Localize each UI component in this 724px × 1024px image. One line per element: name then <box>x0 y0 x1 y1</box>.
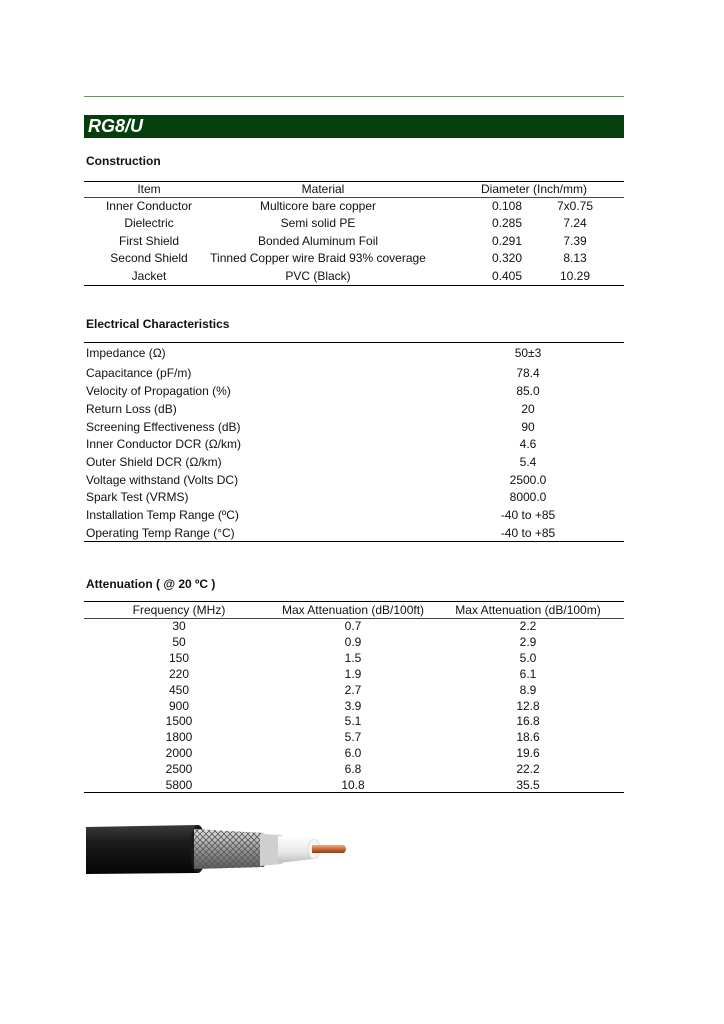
attenuation-heading: Attenuation ( @ 20 ºC ) <box>86 577 216 591</box>
electrical-label: Voltage withstand (Volts DC) <box>86 473 239 487</box>
title-bar <box>84 115 624 138</box>
attenuation-per-100ft: 6.0 <box>344 746 362 760</box>
attenuation-per-100m: 6.1 <box>519 667 537 681</box>
construction-diameter-inch: 0.108 <box>491 199 523 213</box>
attenuation-per-100ft: 1.9 <box>344 667 362 681</box>
top-rule <box>84 96 624 97</box>
attenuation-per-100ft: 6.8 <box>344 762 362 776</box>
construction-item: Second Shield <box>110 251 188 265</box>
electrical-label: Return Loss (dB) <box>86 402 177 416</box>
attenuation-per-100ft: 1.5 <box>344 651 362 665</box>
attenuation-per-100ft: 5.7 <box>344 730 362 744</box>
attenuation-per-100m: 19.6 <box>516 746 540 760</box>
col-header-material: Material <box>301 182 345 196</box>
attenuation-bottom-rule <box>84 792 624 793</box>
electrical-value: 90 <box>521 420 535 434</box>
attenuation-frequency: 50 <box>172 635 186 649</box>
electrical-label: Spark Test (VRMS) <box>86 490 189 504</box>
construction-diameter-inch: 0.291 <box>491 234 523 248</box>
page-title: RG8/U <box>88 116 144 136</box>
col-header-att-ft: Max Attenuation (dB/100ft) <box>281 603 425 617</box>
attenuation-frequency: 30 <box>172 619 186 633</box>
construction-diameter-mm: 10.29 <box>559 269 591 283</box>
construction-diameter-mm: 8.13 <box>563 251 587 265</box>
construction-item: Inner Conductor <box>105 199 193 213</box>
construction-item: First Shield <box>118 234 180 248</box>
electrical-value: 4.6 <box>519 437 537 451</box>
electrical-label: Outer Shield DCR (Ω/km) <box>86 455 222 469</box>
electrical-label: Screening Effectiveness (dB) <box>86 420 241 434</box>
construction-bottom-rule <box>84 285 624 286</box>
electrical-value: 20 <box>521 402 535 416</box>
electrical-label: Capacitance (pF/m) <box>86 366 192 380</box>
attenuation-frequency: 2500 <box>165 762 193 776</box>
construction-diameter-mm: 7.39 <box>563 234 587 248</box>
attenuation-per-100m: 18.6 <box>516 730 540 744</box>
attenuation-per-100m: 2.2 <box>519 619 537 633</box>
construction-material: Multicore bare copper <box>259 199 377 213</box>
col-header-frequency: Frequency (MHz) <box>132 603 226 617</box>
construction-diameter-inch: 0.320 <box>491 251 523 265</box>
construction-header-rule <box>84 197 624 198</box>
col-header-diameter: Diameter (Inch/mm) <box>480 182 588 196</box>
coax-cable-icon <box>86 822 348 876</box>
electrical-label: Installation Temp Range (ºC) <box>86 508 239 522</box>
attenuation-frequency: 5800 <box>165 778 193 792</box>
electrical-value: 78.4 <box>516 366 540 380</box>
construction-material: PVC (Black) <box>285 269 351 283</box>
electrical-heading: Electrical Characteristics <box>86 317 230 331</box>
attenuation-frequency: 900 <box>168 699 190 713</box>
electrical-bottom-rule <box>84 541 624 542</box>
attenuation-frequency: 220 <box>168 667 190 681</box>
electrical-label: Impedance (Ω) <box>86 346 166 360</box>
attenuation-per-100ft: 2.7 <box>344 683 362 697</box>
construction-diameter-inch: 0.285 <box>491 216 523 230</box>
attenuation-frequency: 1500 <box>165 714 193 728</box>
attenuation-per-100m: 8.9 <box>519 683 537 697</box>
electrical-value: 2500.0 <box>509 473 547 487</box>
attenuation-per-100m: 22.2 <box>516 762 540 776</box>
attenuation-per-100m: 2.9 <box>519 635 537 649</box>
attenuation-per-100ft: 10.8 <box>341 778 365 792</box>
electrical-value: -40 to +85 <box>500 508 556 522</box>
attenuation-per-100ft: 0.7 <box>344 619 362 633</box>
construction-material: Tinned Copper wire Braid 93% coverage <box>210 251 426 265</box>
attenuation-per-100ft: 0.9 <box>344 635 362 649</box>
attenuation-per-100ft: 3.9 <box>344 699 362 713</box>
construction-material: Semi solid PE <box>280 216 356 230</box>
attenuation-frequency: 150 <box>168 651 190 665</box>
col-header-item: Item <box>137 182 161 196</box>
attenuation-per-100m: 35.5 <box>516 778 540 792</box>
construction-item: Jacket <box>131 269 167 283</box>
construction-diameter-mm: 7.24 <box>563 216 587 230</box>
attenuation-frequency: 1800 <box>165 730 193 744</box>
attenuation-frequency: 2000 <box>165 746 193 760</box>
electrical-label: Operating Temp Range (°C) <box>86 526 235 540</box>
construction-material: Bonded Aluminum Foil <box>257 234 379 248</box>
electrical-value: 50±3 <box>514 346 542 360</box>
electrical-top-rule <box>84 342 624 343</box>
construction-heading: Construction <box>86 154 161 168</box>
electrical-value: 8000.0 <box>509 490 547 504</box>
attenuation-frequency: 450 <box>168 683 190 697</box>
electrical-label: Inner Conductor DCR (Ω/km) <box>86 437 242 451</box>
attenuation-per-100ft: 5.1 <box>344 714 362 728</box>
attenuation-per-100m: 5.0 <box>519 651 537 665</box>
construction-item: Dielectric <box>124 216 174 230</box>
electrical-value: -40 to +85 <box>500 526 556 540</box>
electrical-value: 85.0 <box>516 384 540 398</box>
col-header-att-m: Max Attenuation (dB/100m) <box>455 603 601 617</box>
construction-diameter-inch: 0.405 <box>491 269 523 283</box>
construction-diameter-mm: 7x0.75 <box>556 199 594 213</box>
attenuation-per-100m: 12.8 <box>516 699 540 713</box>
electrical-value: 5.4 <box>519 455 537 469</box>
electrical-label: Velocity of Propagation (%) <box>86 384 231 398</box>
attenuation-per-100m: 16.8 <box>516 714 540 728</box>
attenuation-top-rule <box>84 601 624 602</box>
